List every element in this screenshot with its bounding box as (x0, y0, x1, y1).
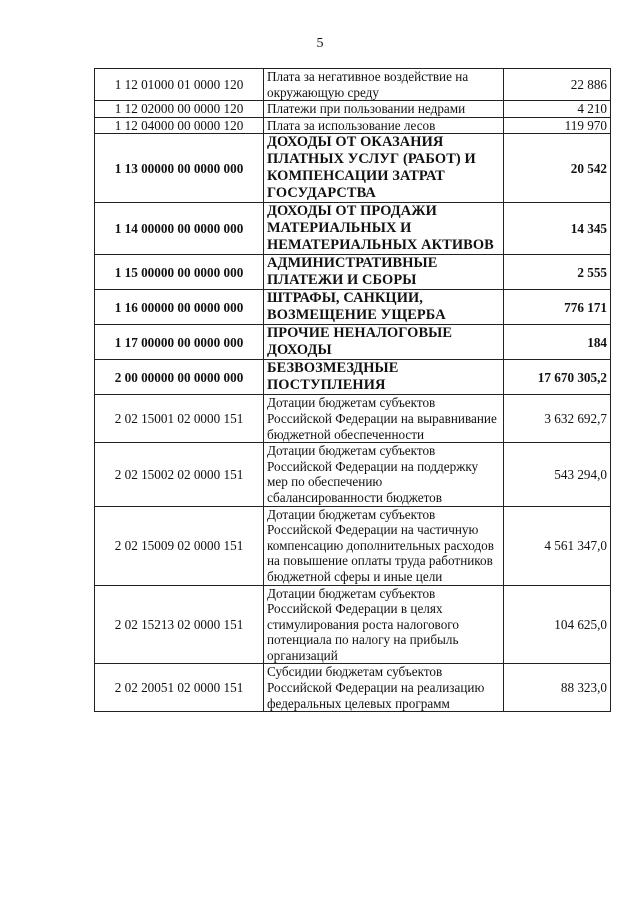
classification-code: 2 02 15009 02 0000 151 (95, 506, 264, 585)
table-row (95, 101, 611, 118)
amount: 20 542 (504, 134, 611, 203)
classification-code: 2 02 15002 02 0000 151 (95, 443, 264, 506)
revenue-name: ПРОЧИЕ НЕНАЛОГОВЫЕ ДОХОДЫ (264, 325, 504, 360)
table-row (95, 69, 611, 101)
amount: 17 670 305,2 (504, 360, 611, 395)
table-row (95, 290, 611, 325)
amount: 3 632 692,7 (504, 395, 611, 443)
page-number: 5 (316, 36, 324, 51)
amount: 2 555 (504, 255, 611, 290)
table-row (95, 325, 611, 360)
classification-code: 1 17 00000 00 0000 000 (95, 325, 264, 360)
amount: 22 886 (504, 69, 611, 101)
table-row (95, 255, 611, 290)
revenue-name: АДМИНИСТРАТИВНЫЕ ПЛАТЕЖИ И СБОРЫ (264, 255, 504, 290)
amount: 88 323,0 (504, 664, 611, 712)
amount: 184 (504, 325, 611, 360)
table-row (95, 360, 611, 395)
revenue-name: Плата за использование лесов (264, 117, 504, 134)
classification-code: 1 15 00000 00 0000 000 (95, 255, 264, 290)
table-row (95, 664, 611, 712)
amount: 4 210 (504, 101, 611, 118)
classification-code: 2 02 20051 02 0000 151 (95, 664, 264, 712)
amount: 119 970 (504, 117, 611, 134)
amount: 543 294,0 (504, 443, 611, 506)
amount: 776 171 (504, 290, 611, 325)
classification-code: 1 12 02000 00 0000 120 (95, 101, 264, 118)
table-row (95, 443, 611, 506)
table-row (95, 134, 611, 203)
budget-table-body (95, 69, 611, 712)
revenue-name: ШТРАФЫ, САНКЦИИ, ВОЗМЕЩЕНИЕ УЩЕРБА (264, 290, 504, 325)
classification-code: 1 12 04000 00 0000 120 (95, 117, 264, 134)
table-row (95, 585, 611, 664)
classification-code: 2 00 00000 00 0000 000 (95, 360, 264, 395)
amount: 4 561 347,0 (504, 506, 611, 585)
table-row (95, 395, 611, 443)
revenue-name: БЕЗВОЗМЕЗДНЫЕ ПОСТУПЛЕНИЯ (264, 360, 504, 395)
budget-revenue-table (94, 68, 611, 712)
revenue-name: Дотации бюджетам субъектов Российской Федерации в целях стимулирования роста налогового потенциала по налогу на прибыль организаций (264, 585, 504, 664)
revenue-name: Дотации бюджетам субъектов Российской Федерации на частичную компенсацию дополнительных расходов на повышение оплаты труда работников бюджетной сферы и иные цели (264, 506, 504, 585)
revenue-name: Дотации бюджетам субъектов Российской Федерации на поддержку мер по обеспечению сбалансированности бюджетов (264, 443, 504, 506)
classification-code: 1 12 01000 01 0000 120 (95, 69, 264, 101)
revenue-name: Плата за негативное воздействие на окружающую среду (264, 69, 504, 101)
amount: 104 625,0 (504, 585, 611, 664)
classification-code: 2 02 15213 02 0000 151 (95, 585, 264, 664)
classification-code: 1 14 00000 00 0000 000 (95, 203, 264, 255)
revenue-name: Дотации бюджетам субъектов Российской Федерации на выравнивание бюджетной обеспеченности (264, 395, 504, 443)
classification-code: 2 02 15001 02 0000 151 (95, 395, 264, 443)
revenue-name: Субсидии бюджетам субъектов Российской Федерации на реализацию федеральных целевых программ (264, 664, 504, 712)
classification-code: 1 16 00000 00 0000 000 (95, 290, 264, 325)
amount: 14 345 (504, 203, 611, 255)
classification-code: 1 13 00000 00 0000 000 (95, 134, 264, 203)
revenue-name: ДОХОДЫ ОТ ОКАЗАНИЯ ПЛАТНЫХ УСЛУГ (РАБОТ) И КОМПЕНСАЦИИ ЗАТРАТ ГОСУДАРСТВА (264, 134, 504, 203)
table-row (95, 117, 611, 134)
table-row (95, 506, 611, 585)
table-row (95, 203, 611, 255)
revenue-name: ДОХОДЫ ОТ ПРОДАЖИ МАТЕРИАЛЬНЫХ И НЕМАТЕРИАЛЬНЫХ АКТИВОВ (264, 203, 504, 255)
revenue-name: Платежи при пользовании недрами (264, 101, 504, 118)
